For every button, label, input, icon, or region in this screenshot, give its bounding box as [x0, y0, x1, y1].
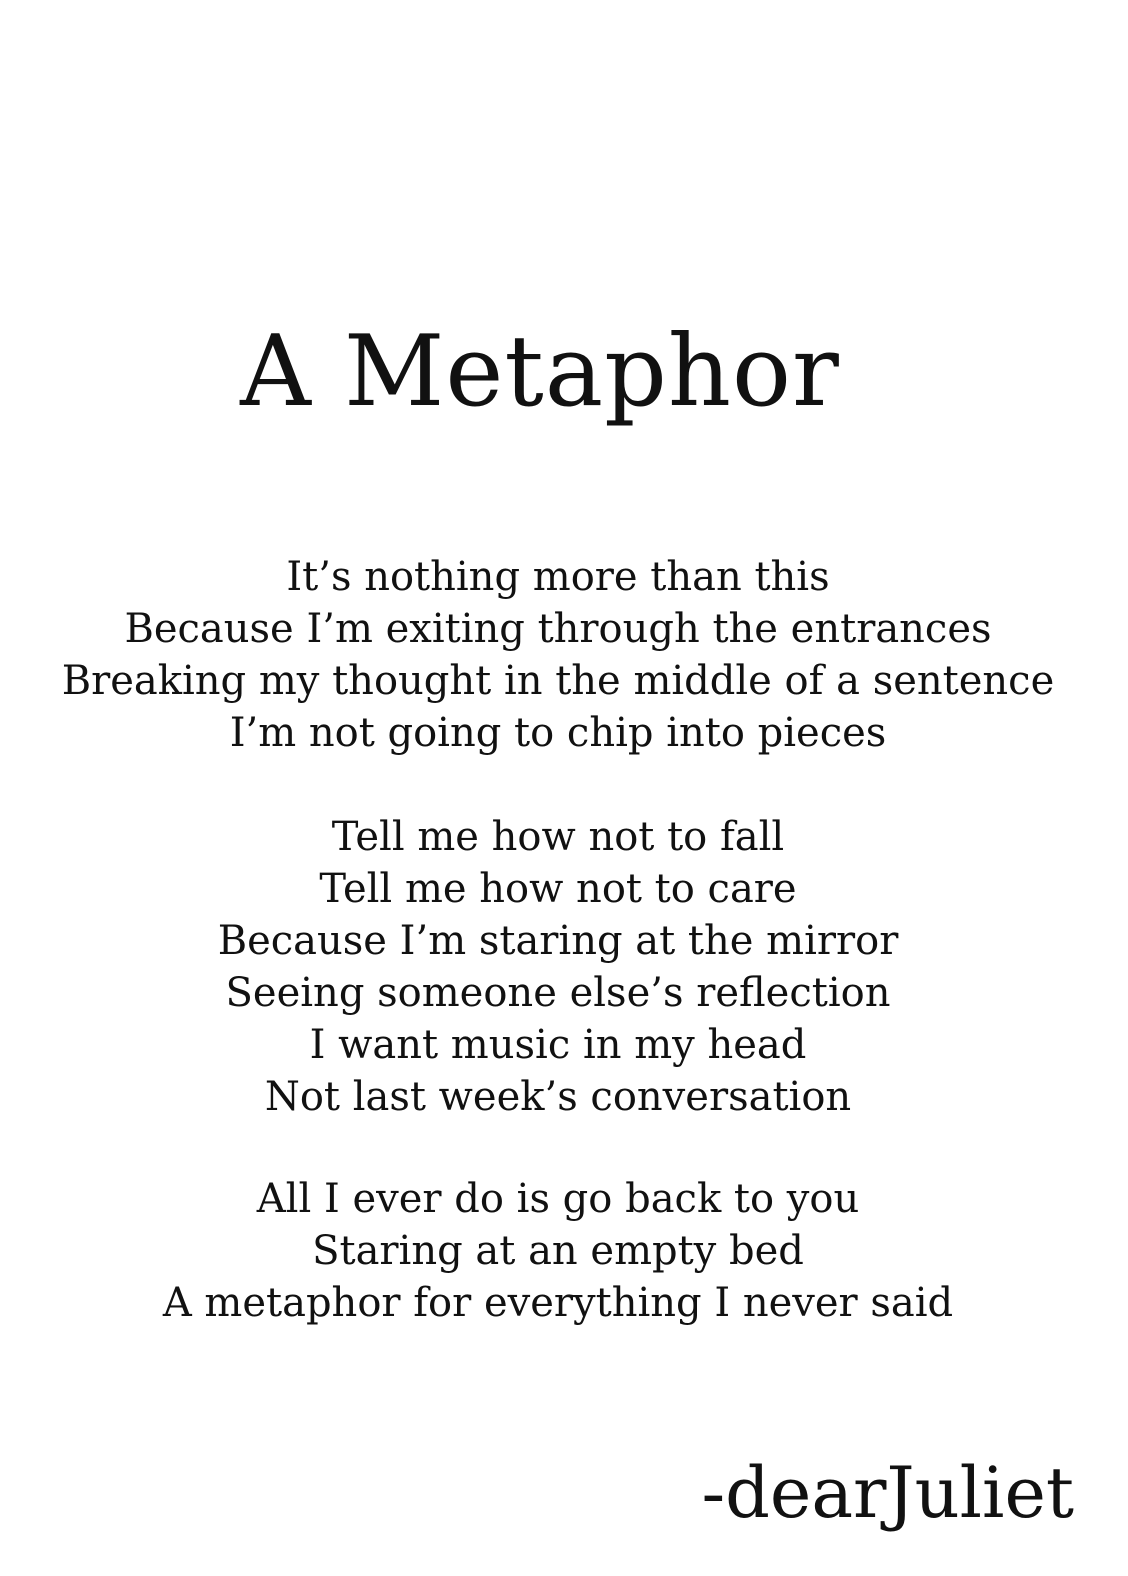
- poem-line: Not last week’s conversation: [264, 1074, 852, 1120]
- poem-line: Seeing someone else’s reflection: [225, 970, 891, 1016]
- poem-line: A metaphor for everything I never said: [162, 1280, 954, 1326]
- poem-line: Tell me how not to care: [319, 866, 797, 912]
- poem-line: Breaking my thought in the middle of a sentence: [61, 658, 1055, 704]
- stanza-3: [0, 1173, 1116, 1329]
- poem-line: Because I’m staring at the mirror: [217, 918, 899, 964]
- poem-line: All I ever do is go back to you: [256, 1176, 860, 1222]
- stanza-2: [0, 811, 1116, 1123]
- poem-line: I’m not going to chip into pieces: [229, 710, 887, 756]
- poem-line: Staring at an empty bed: [312, 1228, 804, 1274]
- stanza-1: [0, 551, 1116, 759]
- poem-title: A Metaphor: [240, 315, 840, 429]
- poem-line: I want music in my head: [309, 1022, 807, 1068]
- author-signature: -dearJuliet: [701, 1452, 1074, 1534]
- poem-line: It’s nothing more than this: [286, 554, 830, 600]
- poem-line: Because I’m exiting through the entrances: [124, 606, 992, 652]
- poem-line: Tell me how not to fall: [331, 814, 785, 860]
